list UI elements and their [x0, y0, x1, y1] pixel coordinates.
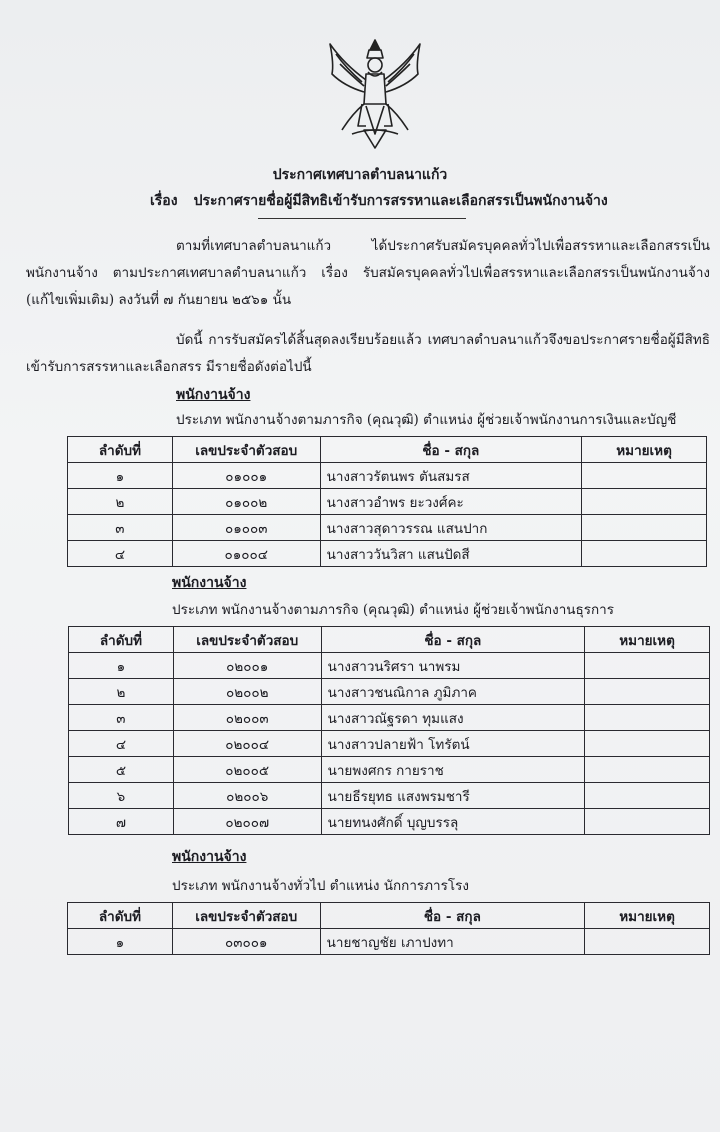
- garuda-emblem-icon: [322, 34, 428, 152]
- table-row: [68, 541, 707, 567]
- cell-remark: [582, 489, 707, 515]
- cell-remark: [585, 929, 710, 955]
- cell-remark: [585, 757, 710, 783]
- column-header-name: ชื่อ - สกุล: [320, 903, 584, 929]
- cell-remark: [582, 515, 707, 541]
- table-header-row: [68, 437, 707, 463]
- announcement-title: ประกาศเทศบาลตำบลนาแก้ว: [272, 167, 448, 183]
- cell-no: ๔: [68, 541, 173, 567]
- section-type-line: ประเภท พนักงานจ้างทั่วไป ตำแหน่ง นักการภารโรง: [172, 878, 469, 894]
- cell-name: นายพงศกร กายราช: [321, 757, 585, 783]
- section-heading: พนักงานจ้าง: [172, 575, 247, 591]
- cell-exam-id: ๐๑๐๐๓: [172, 515, 320, 541]
- table-row: [69, 653, 710, 679]
- column-header-remark: หมายเหตุ: [585, 627, 710, 653]
- column-header-remark: หมายเหตุ: [585, 903, 710, 929]
- table-row: [69, 783, 710, 809]
- table-header-row: [69, 627, 710, 653]
- table-row: [68, 929, 710, 955]
- cell-exam-id: ๐๒๐๐๔: [173, 731, 321, 757]
- cell-no: ๖: [69, 783, 174, 809]
- candidate-table: [67, 436, 707, 567]
- cell-name: นายทนงศักดิ์ บุญบรรลุ: [321, 809, 585, 835]
- cell-remark: [585, 653, 710, 679]
- cell-remark: [585, 783, 710, 809]
- body-paragraph-2: บัดนี้ การรับสมัครได้สิ้นสุดลงเรียบร้อยแล้ว เทศบาลตำบลนาแก้วจึงขอประกาศรายชื่อผู้มีสิทธิเข้ารับการสรรหาและเลือกสรร มีรายชื่อดังต่อไปนี้: [26, 332, 710, 375]
- cell-exam-id: ๐๒๐๐๑: [173, 653, 321, 679]
- table-row: [68, 489, 707, 515]
- table-row: [69, 757, 710, 783]
- column-header-no: ลำดับที่: [68, 437, 173, 463]
- cell-no: ๑: [68, 929, 173, 955]
- cell-name: นางสาวชนณิกาล ภูมิภาค: [321, 679, 585, 705]
- table-row: [69, 809, 710, 835]
- section-type-line: ประเภท พนักงานจ้างตามภารกิจ (คุณวุฒิ) ตำแหน่ง ผู้ช่วยเจ้าพนักงานการเงินและบัญชี: [176, 412, 677, 428]
- candidate-table: [67, 902, 710, 955]
- cell-name: นางสาวอำพร ยะวงศ์คะ: [320, 489, 582, 515]
- column-header-no: ลำดับที่: [68, 903, 173, 929]
- cell-remark: [585, 731, 710, 757]
- cell-remark: [585, 809, 710, 835]
- subject-text: ประกาศรายชื่อผู้มีสิทธิเข้ารับการสรรหาและเลือกสรรเป็นพนักงานจ้าง: [193, 193, 608, 209]
- table-row: [68, 463, 707, 489]
- cell-no: ๓: [68, 515, 173, 541]
- cell-name: นายธีรยุทธ แสงพรมชารี: [321, 783, 585, 809]
- cell-exam-id: ๐๒๐๐๒: [173, 679, 321, 705]
- cell-remark: [582, 463, 707, 489]
- title-divider: [258, 218, 466, 219]
- cell-exam-id: ๐๑๐๐๔: [172, 541, 320, 567]
- cell-no: ๓: [69, 705, 174, 731]
- section-heading: พนักงานจ้าง: [176, 387, 251, 403]
- cell-exam-id: ๐๒๐๐๖: [173, 783, 321, 809]
- cell-no: ๔: [69, 731, 174, 757]
- cell-exam-id: ๐๒๐๐๕: [173, 757, 321, 783]
- cell-name: นางสาววันวิสา แสนปัดสี: [320, 541, 582, 567]
- cell-exam-id: ๐๑๐๐๒: [172, 489, 320, 515]
- column-header-name: ชื่อ - สกุล: [321, 627, 585, 653]
- cell-name: นางสาวนริศรา นาพรม: [321, 653, 585, 679]
- table-row: [68, 515, 707, 541]
- cell-remark: [585, 679, 710, 705]
- column-header-exam-id: เลขประจำตัวสอบ: [173, 627, 321, 653]
- cell-remark: [585, 705, 710, 731]
- table-row: [69, 679, 710, 705]
- subject-label: เรื่อง: [150, 193, 178, 209]
- table-header-row: [68, 903, 710, 929]
- column-header-exam-id: เลขประจำตัวสอบ: [172, 903, 320, 929]
- cell-exam-id: ๐๒๐๐๗: [173, 809, 321, 835]
- cell-name: นางสาวสุดาวรรณ แสนปาก: [320, 515, 582, 541]
- section-heading: พนักงานจ้าง: [172, 849, 247, 865]
- cell-no: ๗: [69, 809, 174, 835]
- cell-remark: [582, 541, 707, 567]
- cell-name: นางสาวณัฐรดา ทุมแสง: [321, 705, 585, 731]
- cell-name: นางสาวปลายฟ้า โทรัตน์: [321, 731, 585, 757]
- candidate-table: [68, 626, 710, 835]
- table-row: [69, 731, 710, 757]
- cell-no: ๑: [68, 463, 173, 489]
- column-header-name: ชื่อ - สกุล: [320, 437, 582, 463]
- cell-name: นางสาวรัตนพร ตันสมรส: [320, 463, 582, 489]
- cell-no: ๑: [69, 653, 174, 679]
- column-header-remark: หมายเหตุ: [582, 437, 707, 463]
- cell-exam-id: ๐๑๐๐๑: [172, 463, 320, 489]
- announcement-subject: [150, 190, 608, 212]
- cell-name: นายชาญชัย เภาปงทา: [320, 929, 584, 955]
- body-paragraph-1: ตามที่เทศบาลตำบลนาแก้ว ได้ประกาศรับสมัครบุคคลทั่วไปเพื่อสรรหาและเลือกสรรเป็นพนักงานจ้าง ตามประกาศเทศบาลตำบลนาแก้ว เรื่อง รับสมัครบุคคลทั่วไปเพื่อสรรหาและเลือกสรรเป็นพนักงานจ้าง (แก้ไขเพิ่มเติม) ลงวันที่ ๗ กันยายน ๒๕๖๑ นั้น: [26, 238, 710, 308]
- column-header-exam-id: เลขประจำตัวสอบ: [172, 437, 320, 463]
- column-header-no: ลำดับที่: [69, 627, 174, 653]
- table-row: [69, 705, 710, 731]
- section-type-line: ประเภท พนักงานจ้างตามภารกิจ (คุณวุฒิ) ตำแหน่ง ผู้ช่วยเจ้าพนักงานธุรการ: [172, 602, 614, 618]
- cell-no: ๕: [69, 757, 174, 783]
- cell-no: ๒: [68, 489, 173, 515]
- cell-exam-id: ๐๒๐๐๓: [173, 705, 321, 731]
- cell-exam-id: ๐๓๐๐๑: [172, 929, 320, 955]
- cell-no: ๒: [69, 679, 174, 705]
